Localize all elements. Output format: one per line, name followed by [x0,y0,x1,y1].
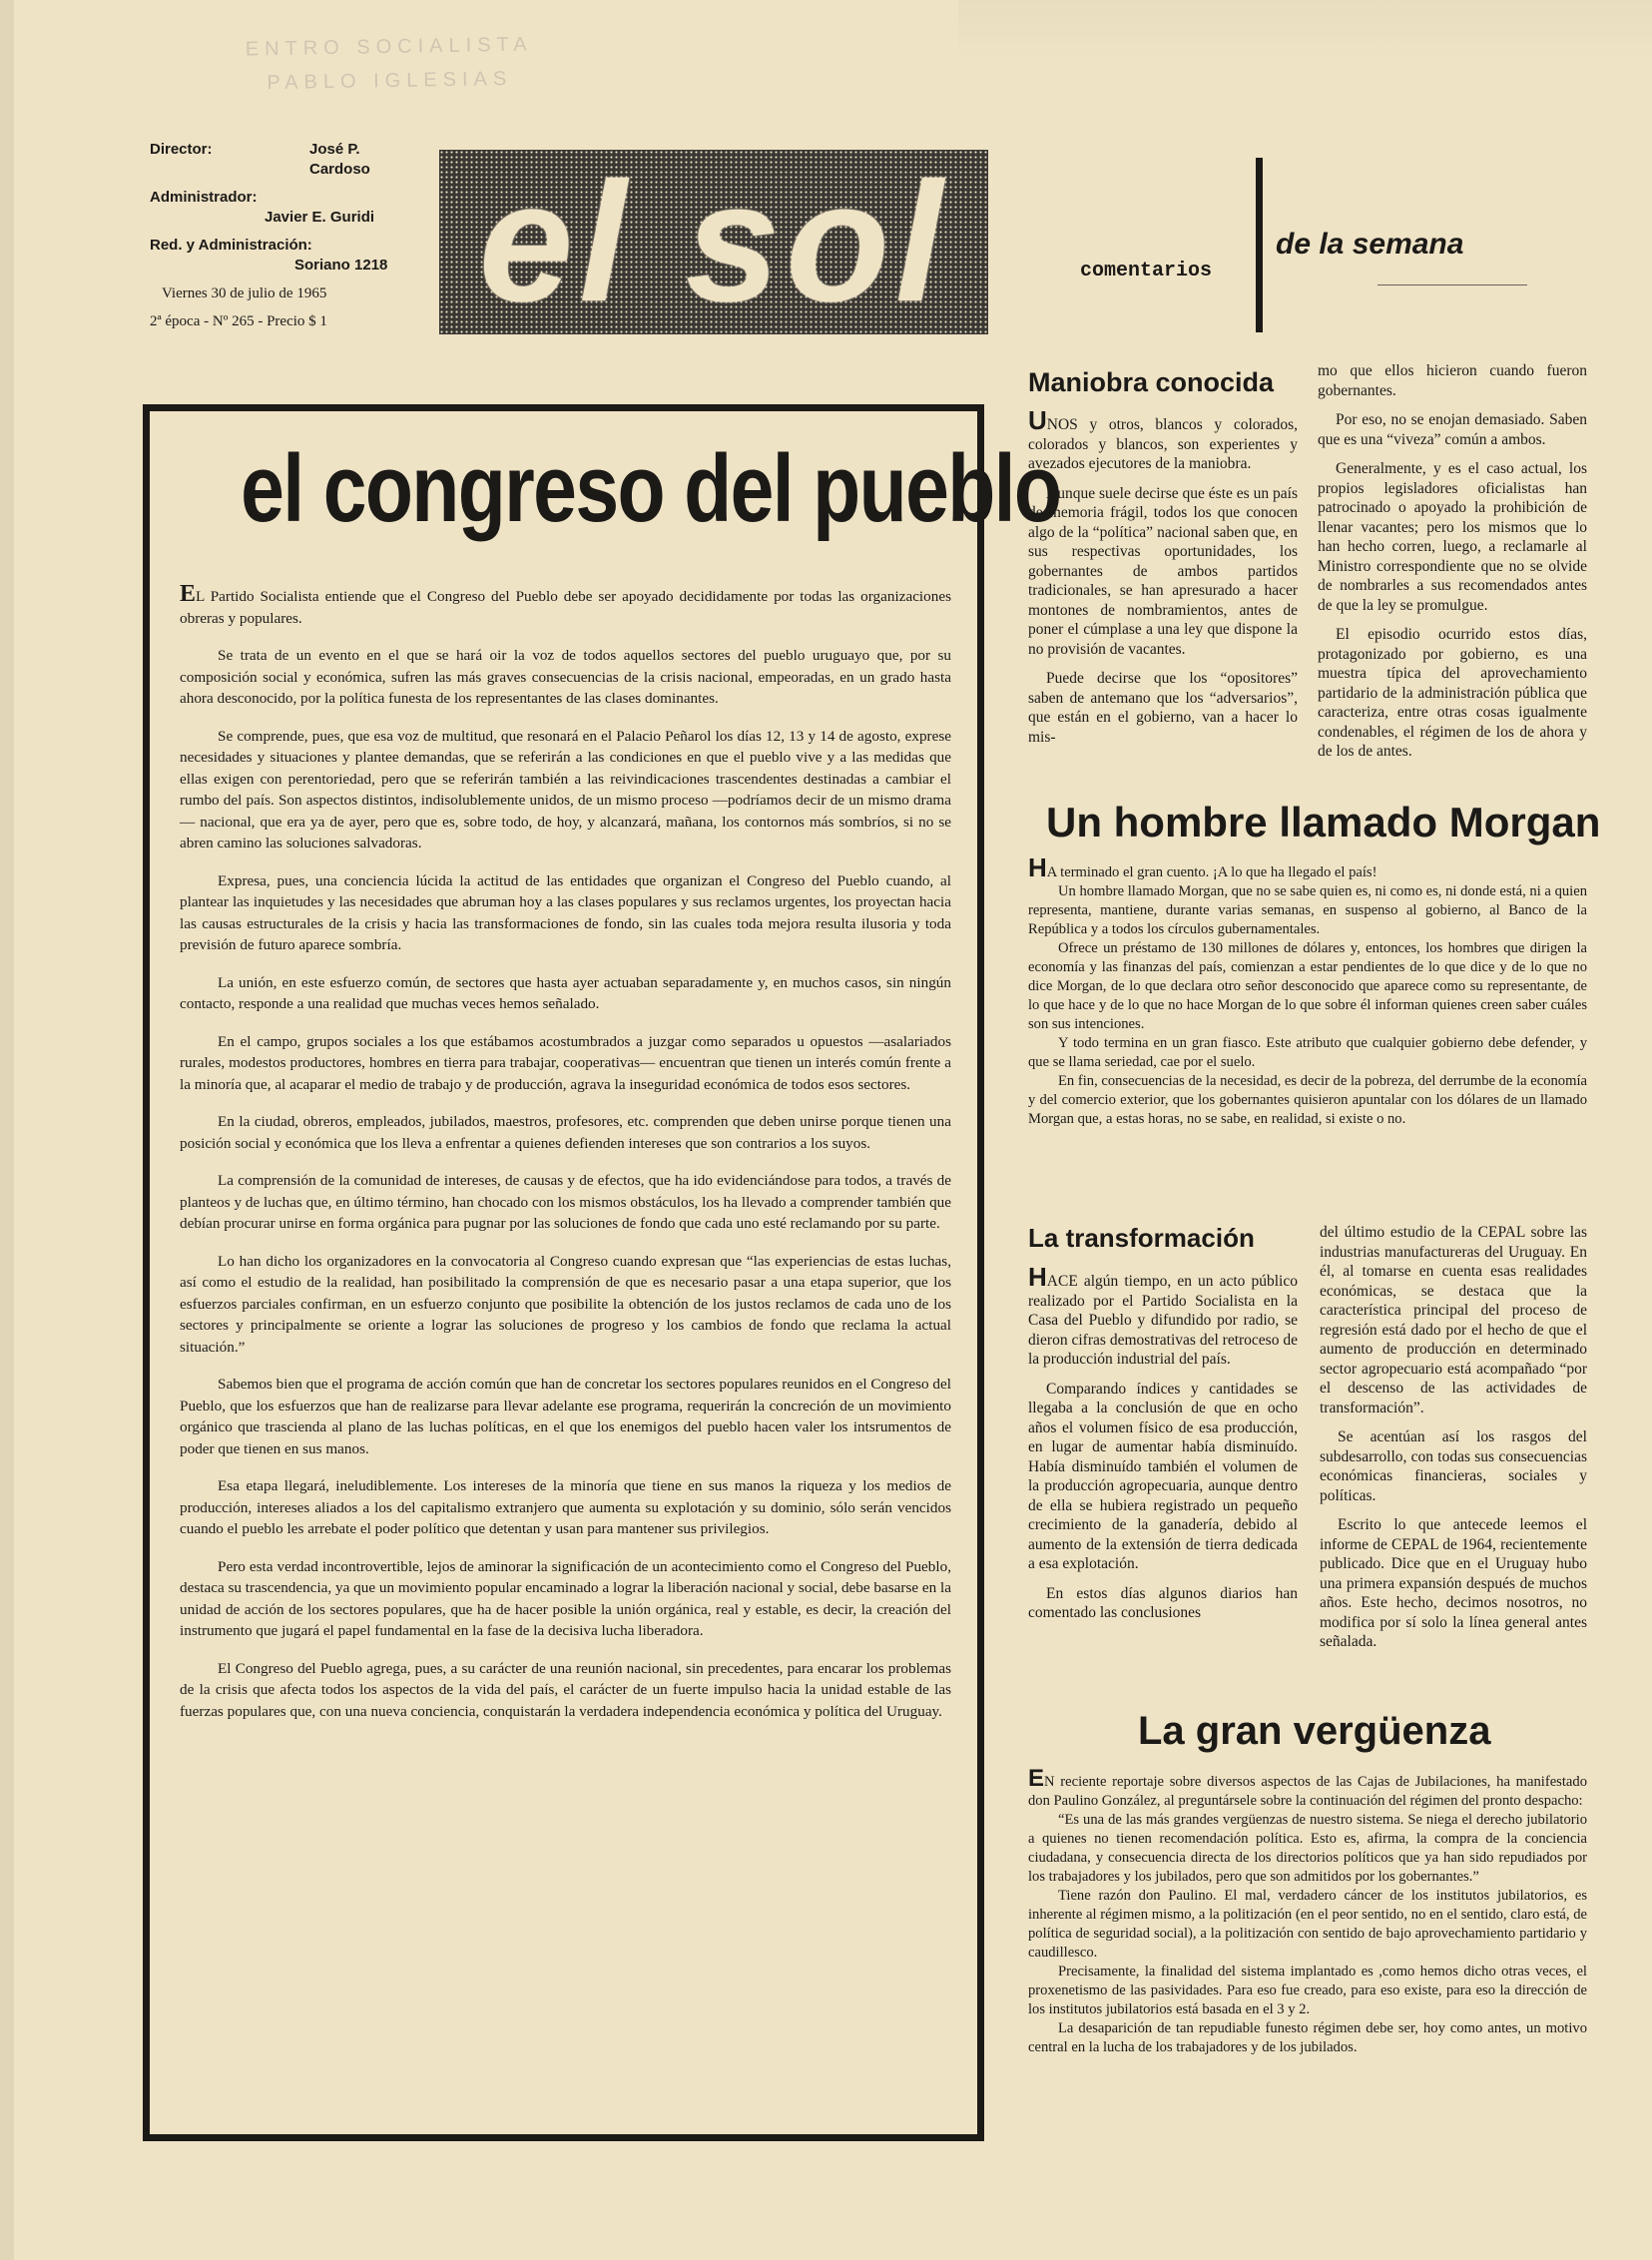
transformacion-paragraph: Comparando índices y cantidades se llegaba a la conclusión de que en ocho años el volumen físico de esa producción, en lugar de aumentar había disminuído. Había disminuído también el volumen de la producción agropecuaria, aunque dentro de ella se hubiera registrado un pequeño crecimiento de la ganadería, debido al aumento de la extensión de tierra dedicada a esa explotación. [1028,1380,1298,1572]
verguenza-paragraph: “Es una de las más grandes vergüenzas de nuestro sistema. Se niega el derecho jubilatorio a quienes no tienen recomendación política. Esto es, afirma, la compra de la conciencia ciudadana, y consecuencia directa de los directorios políticos que ya han sido repudiados por los trabajadores y los jubilados, pero que son admitidos por los gobernantes.” [1028,1812,1587,1885]
lead-paragraph: Sabemos bien que el programa de acción común que han de concretar los sectores populares reunidos en el Congreso del Pueblo, que los esfuerzos que han de realizarse para llevar adelante ese programa, requerirán la concreción de un movimiento orgánico que trascienda al plano de las luchas políticas, en el que los enemigos del pueblo hacen valer los intsrumentos de poder que tienen en sus manos. [180,1376,951,1457]
transformacion-paragraph: del último estudio de la CEPAL sobre las industrias manufactureras del Uruguay. En él, al tomarse en cuenta esas realidades económicas, se destaca que la característica principal del proceso de regresión está dado por el hecho de que el aumento de producción en determinado sector agropecuario está acompañado “por el descenso de las actividades de transformación”. [1320,1224,1587,1416]
maniobra-paragraph: Generalmente, y es el caso actual, los propios legisladores oficialistas han patrocinado o apoyado la prohibición de llenar vacantes; pero los mismos que lo han hecho corren, luego, a reclamarle al Ministro correspondiente que no se olvide de nombrarles a sus recomendados antes de que la ley se promulgue. [1318,460,1587,614]
stamp-line2: PABLO IGLESIAS [267,67,513,95]
lead-paragraph: El Congreso del Pueblo agrega, pues, a su carácter de una reunión nacional, sin precedentes, para encarar los problemas de la crisis que afecta todos los aspectos de la vida del país, el carácter de un fuerte impulso hacia la unidad estable de las fuerzas populares que, con una nueva conciencia, conquistarán la verdadera independencia económica y política del Uruguay. [180,1659,951,1720]
verguenza-body [1028,1765,1587,2057]
admin-label: Administrador: [150,189,258,206]
transformacion-paragraph: En estos días algunos diarios han comentado las conclusiones [1028,1584,1298,1621]
morgan-paragraph: En fin, consecuencias de la necesidad, es decir de la pobreza, del derrumbe de la economía y del comercio exterior, que los gobernantes quisieron apuntalar con los dólares de un llamado Morgan que, a estas horas, no se sabe, en realidad, si existe o no. [1028,1073,1587,1127]
verguenza-paragraph: EN reciente reportaje sobre diversos aspectos de las Cajas de Jubilaciones, ha manifestado don Paulino González, al preguntársele sobre la continuación del régimen del pronto despacho: [1028,1765,1587,1809]
paper-scuff [958,0,1652,60]
red-label: Red. y Administración: [150,237,312,254]
maniobra-paragraph: Puede decirse que los “opositores” saben de antemano que los “adversarios”, que están en el gobierno, van a hacer lo mis- [1028,670,1298,746]
address: Soriano 1218 [294,257,388,274]
maniobra-paragraph: mo que ellos hicieron cuando fueron gobernantes. [1318,362,1587,399]
lead-headline: el congreso del pueblo [241,435,1061,542]
lead-article-body [180,581,951,1738]
morgan-paragraph: Ofrece un préstamo de 130 millones de dólares y, entonces, los hombres que dirigen la economía y las finanzas del país, comienzan a estar pendientes de lo que dice y de lo que no dice Morgan, de lo que declara otro señor desconocido que aparece como su representante, de lo que hace y de lo que no hace Morgan de lo que sobre él informan quienes creen saber cuáles son sus intenciones. [1028,940,1587,1032]
verguenza-paragraph: Precisamente, la finalidad del sistema implantado es ,como hemos dicho otras veces, el proxenetismo de las pasividades. Para eso fue creado, para eso existe, para eso la dirección de los institutos jubilatorios está basada en el 3 y 2. [1028,1964,1587,2017]
maniobra-col1 [1028,405,1298,757]
lead-paragraph: Se comprende, pues, que esa voz de multitud, que resonará en el Palacio Peñarol los días 12, 13 y 14 de agosto, exprese necesidades y situaciones y plantee demandas, que se referirán a las condiciones en que el pueblo vive y a las medidas que ellas exigen con perentoriedad, pero que se referirán también a las reivindicaciones trascendentes destinadas a cambiar el rumbo del país. Son aspectos distintos, indisolublemente unidos, de un mismo proceso —podríamos decir de un mismo drama— nacional, que era ya de ayer, pero que es, sobre todo, de hoy, y alcanzará, mañana, los contornos más sombríos, si no se abren camino las soluciones salvadoras. [180,727,951,851]
lead-paragraph: La comprensión de la comunidad de intereses, de causas y de efectos, que ha ido evidenciándose para todos, a través de planteos y de luchas que, en último término, han chocado con los mismos obstáculos, los ha llevado a comprender también que debían procurar unirse en forma orgánica para pugnar por las soluciones de fondo que cada uno esté reclamando por su parte. [180,1172,951,1232]
verguenza-paragraph: La desaparición de tan repudiable funesto régimen debe ser, hoy como antes, un motivo central en la lucha de los trabajadores y de los jubilados. [1028,2020,1587,2055]
issue-date: Viernes 30 de julio de 1965 [162,285,327,301]
lead-paragraph: Expresa, pues, una conciencia lúcida la actitud de las entidades que organizan el Congreso del Pueblo cuando, al plantear las inquietudes y las necesidades que abruman hoy a las clases populares y sus reclamos urgentes, los proyectan hacia las causas estructurales de la crisis y hacia las transformaciones de fondo, sin las cuales toda mejora resulta ilusoria y toda previsión de futuro aparece sombría. [180,871,951,953]
transformacion-title: La transformación [1028,1223,1255,1253]
maniobra-paragraph: UNOS y otros, blancos y colorados, colorados y blancos, son experientes y avezados ejecutores de la maniobra. [1028,405,1298,472]
verguenza-title: La gran vergüenza [1138,1709,1491,1753]
lead-paragraph: Lo han dicho los organizadores en la convocatoria al Congreso cuando expresan que “las experiencias de estas luchas, así como el estudio de la realidad, han posibilitado la comprensión de que es necesario pasar a una etapa superior, que los esfuerzos parciales confirman, en un esfuerzo conjunto que posibilite la obtención de los justos reclamos de cada uno de los sectores y principalmente se oriente a lograr las soluciones de progreso y los cambios de fondo que reclama la actual situación.” [180,1252,951,1356]
morgan-body [1028,852,1587,1129]
transformacion-paragraph: Se acentúan así los rasgos del subdesarrollo, con todas sus consecuencias económicas financieras, sociales y políticas. [1320,1428,1587,1504]
morgan-title: Un hombre llamado Morgan [1046,799,1601,846]
maniobra-paragraph: El episodio ocurrido estos días, protagonizado por gobierno, es una muestra típica del aprovechamiento partidario de la administración pública que caracteriza, entre otras cosas igualmente condenables, el régimen de los de ahora y de los de antes. [1318,626,1587,760]
lead-paragraph: Pero esta verdad incontrovertible, lejos de aminorar la significación de un acontecimiento como el Congreso del Pueblo, destaca su trascendencia, ya que un movimiento popular encaminado a lograr la liberación nacional y social, debe basarse en la unidad de acción de los sectores populares, que ha de hacer posible la unión orgánica, real y estable, es decir, la creación del instrumento que jugará el papel fundamental en la fase de la decisiva lucha liberadora. [180,1557,951,1639]
library-stamp [239,27,539,100]
morgan-paragraph: Un hombre llamado Morgan, que no se sabe quien es, ni como es, ni donde está, ni a quien representa, mantiene, durante varias semanas, en suspenso al gobierno, al Banco de la República y a todos los círculos gubernamentales. [1028,883,1587,937]
issue-info: 2ª época - Nº 265 - Precio $ 1 [150,313,327,329]
maniobra-col2 [1318,361,1587,772]
lead-paragraph: Esa etapa llegará, ineludiblemente. Los intereses de la minoría que tiene en sus manos la riqueza y los medios de producción, intereses aliados a los del capitalismo extranjero que aumenta su explotación y su dominio, sólo serán vencidos cuando el pueblo les arrebate el poder político que detentan y usan para mantener sus privilegios. [180,1477,951,1537]
verguenza-paragraph: Tiene razón don Paulino. El mal, verdadero cáncer de los institutos jubilatorios, es inherente al régimen mismo, a la politización (en el peor sentido, no en el sentido, claro está, de política de seguridad social), a la politización con sentido de bajo aprovechamiento partidario y caudillesco. [1028,1888,1587,1961]
stamp-line1: ENTRO SOCIALISTA [245,33,533,61]
maniobra-paragraph: Aunque suele decirse que éste es un país de memoria frágil, todos los que conocen algo de la “política” nacional saben que, en sus respectivas oportunidades, los gobernantes de ambos partidos tradicionales, se han apresurado a hacer montones de nombramientos, antes de poner el cúmplase a una ley que dispone la no provisión de vacantes. [1028,484,1298,658]
newspaper-logo [439,147,988,337]
morgan-paragraph: HA terminado el gran cuento. ¡A lo que ha llegado el país! [1028,852,1377,882]
lead-paragraph: EL Partido Socialista entiende que el Congreso del Pueblo debe ser apoyado decididamente por todas las organizaciones obreras y populares. [180,581,951,627]
transformacion-col2 [1320,1223,1587,1662]
semana-label: de la semana [1276,228,1464,261]
morgan-paragraph: Y todo termina en un gran fiasco. Este atributo que cualquier gobierno debe defender, y que se llama seriedad, cae por el suelo. [1028,1035,1587,1070]
maniobra-title: Maniobra conocida [1028,367,1275,397]
semana-underline [1377,284,1527,285]
masthead-info [150,140,414,331]
lead-paragraph: En la ciudad, obreros, empleados, jubilados, maestros, profesores, etc. comprenden que deben unirse porque tienen una posición social y económica que los lleva a enfrentar a quienes defienden intereses que son contrarios a los suyos. [180,1113,951,1152]
transformacion-paragraph: Escrito lo que antecede leemos el informe de CEPAL de 1964, recientemente publicado. Dice que en el Uruguay hubo una primera expansión después de muchos años. Este hecho, decimos nosotros, no modifica por sí solo la línea general antes señalada. [1320,1516,1587,1650]
lead-dropcap: E [180,581,197,607]
admin-name: Javier E. Guridi [265,209,375,226]
maniobra-paragraph: Por eso, no se enojan demasiado. Saben que es una “viveza” común a ambos. [1318,411,1587,448]
transformacion-paragraph: HACE algún tiempo, en un acto público realizado por el Partido Socialista en la Casa del Pueblo y difundido por radio, se dieron cifras demostrativas del retroceso de la producción industrial del país. [1028,1262,1298,1368]
lead-paragraph: La unión, en este esfuerzo común, de sectores que hasta ayer actuaban separadamente y, en muchos casos, sin ningún contacto, responde a una realidad que muchas veces hemos señalado. [180,973,951,1012]
logo-text: el sol [478,147,949,337]
comentarios-label: comentarios [1080,260,1213,282]
lead-paragraph: En el campo, grupos sociales a los que estábamos acostumbrados a juzgar como separados u opuestos —asalariados rurales, modestos productores, hombres en tierra para trabajar, cooperativas— encuentran que tienen un interés común frente a la minoría que, al acaparar el medio de trabajo y de producción, agrava la inseguridad económica de todos esos sectores. [180,1032,951,1093]
paper-edge [0,0,14,2260]
director-label: Director: [150,141,213,158]
transformacion-col1 [1028,1262,1298,1633]
lead-paragraph: Se trata de un evento en el que se hará oir la voz de todos aquellos sectores del pueblo uruguayo que, por su composición social y económica, sufren las más graves consecuencias de la crisis nacional, empeoradas, en un grado hasta ahora desconocido, por la política funesta de los representantes de las clases dominantes. [180,647,951,707]
masthead-divider [1256,158,1263,332]
director-name: José P. Cardoso [309,141,370,178]
